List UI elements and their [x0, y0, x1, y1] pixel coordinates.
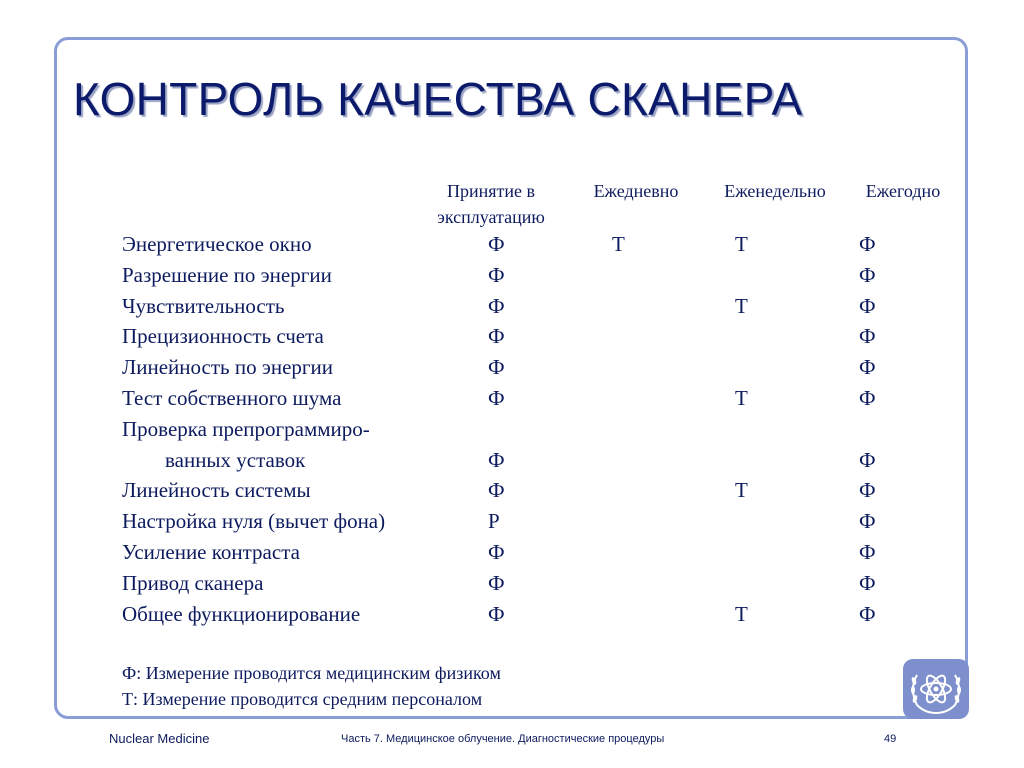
- cell-c1: Ф: [488, 540, 505, 564]
- table-row: [0, 506, 1024, 536]
- column-header-acceptance-line1: Принятие в: [446, 181, 536, 201]
- cell-c4: Ф: [859, 324, 876, 348]
- table-row: [0, 321, 1024, 351]
- cell-c3: Т: [735, 232, 748, 256]
- cell-c4: Ф: [859, 448, 876, 472]
- footer-part: Часть 7. Медицинское облучение. Диагностические процедуры: [341, 733, 665, 745]
- table-row: [0, 383, 1024, 413]
- iaea-logo: [903, 659, 969, 719]
- table-row: [0, 475, 1024, 505]
- legend-physicist: Ф: Измерение проводится медицинским физиком: [122, 663, 501, 683]
- column-header-acceptance: [418, 178, 564, 230]
- cell-c4: Ф: [859, 571, 876, 595]
- table-row: [0, 599, 1024, 629]
- row-label: Тест собственного шума: [122, 386, 342, 410]
- row-label: Усиление контраста: [122, 540, 300, 564]
- column-header-acceptance-line2: эксплуатацию: [437, 207, 545, 227]
- row-label: Линейность системы: [122, 478, 311, 502]
- cell-c4: Ф: [859, 386, 876, 410]
- row-label: Чувствительность: [122, 294, 285, 318]
- cell-c1: Ф: [488, 232, 505, 256]
- row-label: Энергетическое окно: [122, 232, 312, 256]
- cell-c1: Ф: [488, 324, 505, 348]
- table-row: [0, 537, 1024, 567]
- table-row: [0, 445, 1024, 475]
- cell-c2: Т: [612, 232, 625, 256]
- cell-c4: Ф: [859, 355, 876, 379]
- page-number: 49: [884, 733, 897, 745]
- row-label: Разрешение по энергии: [122, 263, 332, 287]
- cell-c3: Т: [735, 294, 748, 318]
- cell-c1: Ф: [488, 294, 505, 318]
- cell-c4: Ф: [859, 232, 876, 256]
- cell-c1: Ф: [488, 571, 505, 595]
- cell-c1: Ф: [488, 602, 505, 626]
- table-row: [0, 414, 1024, 444]
- row-label: Проверка препрограммиро-: [122, 417, 370, 441]
- row-label: Настройка нуля (вычет фона): [122, 509, 386, 533]
- table-row: [0, 291, 1024, 321]
- cell-c4: Ф: [859, 540, 876, 564]
- table-row: [0, 352, 1024, 382]
- cell-c1: Ф: [488, 355, 505, 379]
- table-row: [0, 568, 1024, 598]
- table-row: [0, 229, 1024, 259]
- cell-c1: Ф: [488, 478, 505, 502]
- row-label: ванных уставок: [165, 448, 306, 472]
- iaea-atom-laurel-icon: [903, 659, 969, 719]
- footer-course: Nuclear Medicine: [109, 731, 210, 746]
- column-header-yearly: Ежегодно: [865, 181, 941, 201]
- column-header-daily: Ежедневно: [593, 181, 679, 201]
- cell-c3: Т: [735, 386, 748, 410]
- cell-c4: Ф: [859, 263, 876, 287]
- cell-c1: Ф: [488, 448, 505, 472]
- legend-staff: Т: Измерение проводится средним персоналом: [122, 689, 483, 709]
- cell-c4: Ф: [859, 478, 876, 502]
- cell-c1: Ф: [488, 386, 505, 410]
- cell-c1: Ф: [488, 263, 505, 287]
- table-row: [0, 260, 1024, 290]
- row-label: Прецизионность счета: [122, 324, 324, 348]
- slide-title: КОНТРОЛЬ КАЧЕСТВА СКАНЕРА: [73, 73, 803, 125]
- cell-c3: Т: [735, 478, 748, 502]
- cell-c4: Ф: [859, 509, 876, 533]
- cell-c4: Ф: [859, 294, 876, 318]
- row-label: Привод сканера: [122, 571, 264, 595]
- cell-c4: Ф: [859, 602, 876, 626]
- cell-c1: Р: [488, 509, 500, 533]
- row-label: Линейность по энергии: [122, 355, 334, 379]
- column-header-weekly: Еженедельно: [724, 181, 826, 201]
- row-label: Общее функционирование: [122, 602, 361, 626]
- cell-c3: Т: [735, 602, 748, 626]
